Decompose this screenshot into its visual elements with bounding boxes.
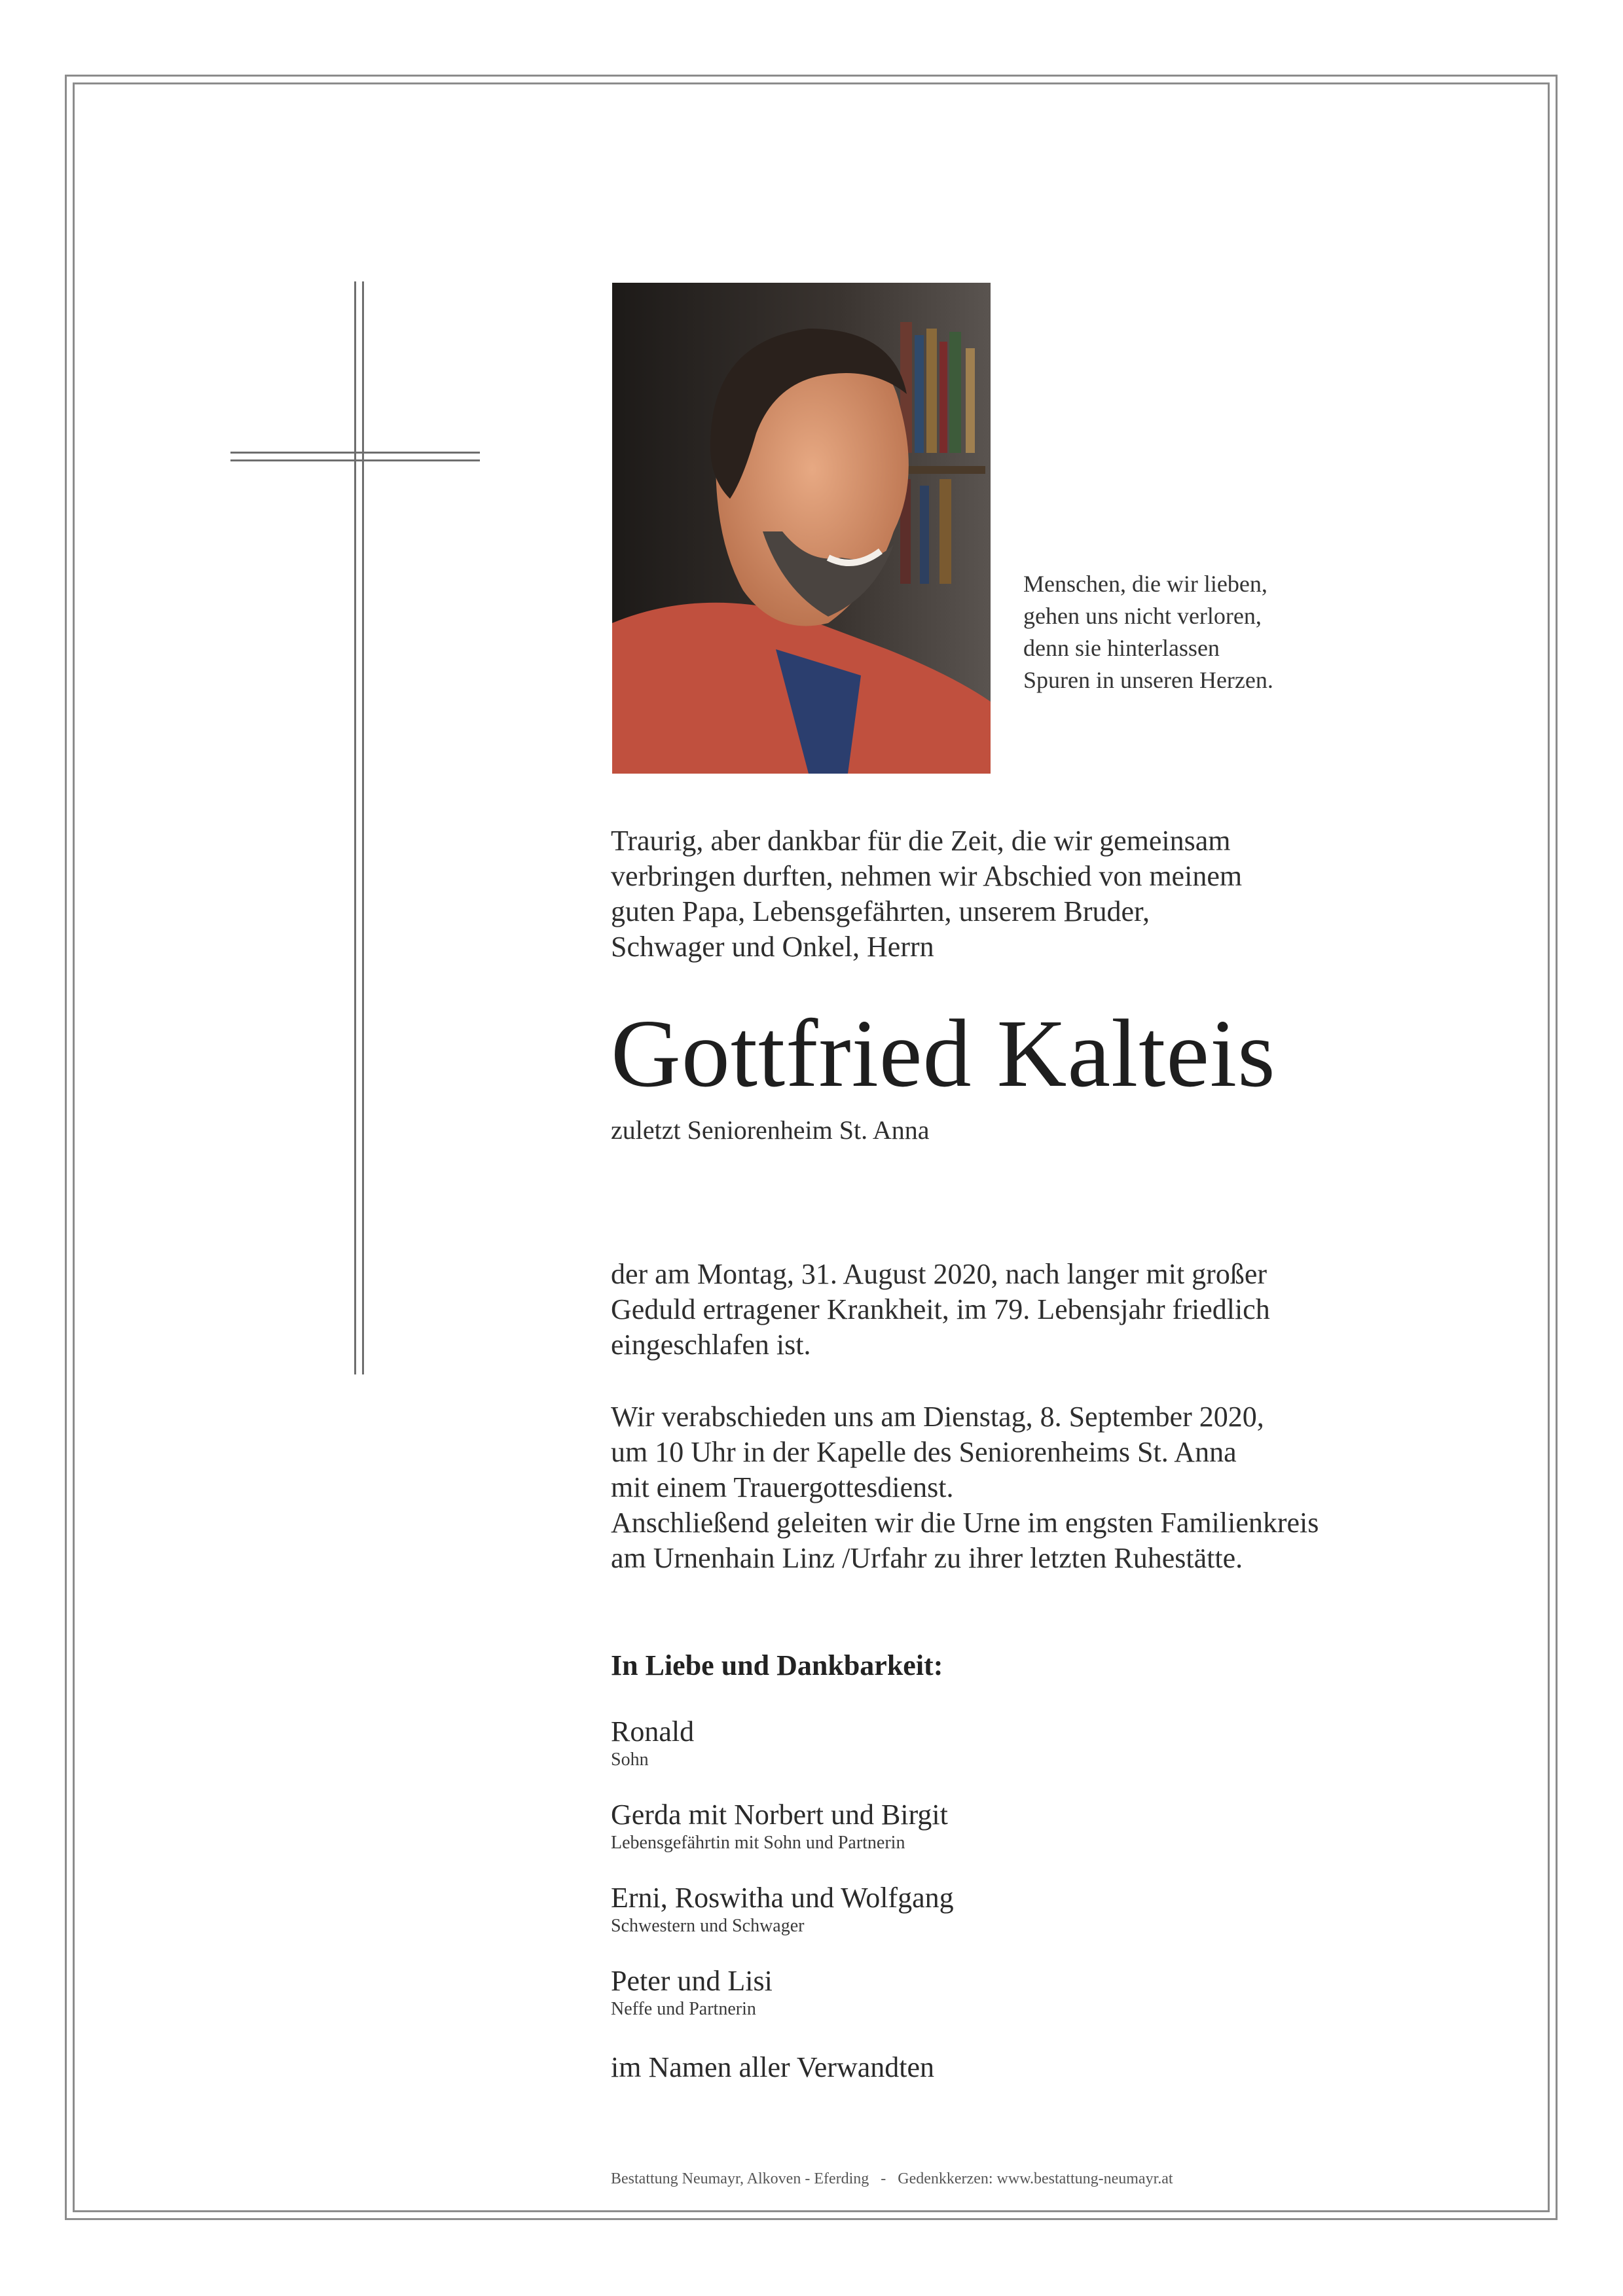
cross-vertical-line <box>362 281 364 1374</box>
intro-line: Traurig, aber dankbar für die Zeit, die wir gemeinsam <box>611 825 1231 857</box>
intro-line: guten Papa, Lebensgefährten, unserem Bruder, <box>611 895 1150 927</box>
funeral-details <box>611 1399 1429 1576</box>
mourner-name: Peter und Lisi <box>611 1965 773 1997</box>
funeral-line: Wir verabschieden uns am Dienstag, 8. September 2020, <box>611 1401 1264 1433</box>
quote-line: Spuren in unseren Herzen. <box>1023 667 1273 693</box>
intro-line: Schwager und Onkel, Herrn <box>611 931 934 963</box>
closing-heading: In Liebe und Dankbarkeit: <box>611 1649 943 1681</box>
mourner-relation: Neffe und Partnerin <box>611 1999 756 2019</box>
cross-vertical-line <box>354 281 356 1374</box>
funeral-line: Anschließend geleiten wir die Urne im engsten Familienkreis <box>611 1507 1319 1539</box>
funeral-line: am Urnenhain Linz /Urfahr zu ihrer letzten Ruhestätte. <box>611 1542 1243 1574</box>
quote-line: Menschen, die wir lieben, <box>1023 571 1267 597</box>
quote-line: denn sie hinterlassen <box>1023 635 1220 661</box>
funeral-line: um 10 Uhr in der Kapelle des Seniorenheims St. Anna <box>611 1436 1237 1468</box>
deceased-name: Gottfried Kalteis <box>611 1000 1276 1107</box>
mourner-name: Ronald <box>611 1715 695 1748</box>
footer-credit: Bestattung Neumayr, Alkoven - Eferding - Gedenkkerzen: www.bestattung-neumayr.at <box>611 2170 1173 2187</box>
funeral-line: mit einem Trauergottesdienst. <box>611 1471 954 1503</box>
portrait-photo-icon <box>612 283 991 774</box>
signoff: im Namen aller Verwandten <box>611 2051 935 2083</box>
quote-line: gehen uns nicht verloren, <box>1023 603 1262 629</box>
mourner-entry <box>611 1964 773 2020</box>
deceased-residence: zuletzt Seniorenheim St. Anna <box>611 1115 930 1145</box>
mourner-entry <box>611 1798 948 1854</box>
intro-line: verbringen durften, nehmen wir Abschied von meinem <box>611 860 1243 892</box>
cross-horizontal-line <box>230 459 480 461</box>
death-notice <box>611 1257 1429 1363</box>
intro-text <box>611 823 1429 965</box>
mourner-name: Gerda mit Norbert und Birgit <box>611 1799 948 1831</box>
mourner-relation: Sohn <box>611 1749 649 1770</box>
mourner-entry <box>611 1881 954 1937</box>
mourner-name: Erni, Roswitha und Wolfgang <box>611 1882 954 1914</box>
memorial-quote <box>1023 568 1390 696</box>
mourner-entry <box>611 1715 694 1771</box>
mourner-relation: Lebensgefährtin mit Sohn und Partnerin <box>611 1833 905 1853</box>
cross-horizontal-line <box>230 452 480 454</box>
death-line: Geduld ertragener Krankheit, im 79. Lebensjahr friedlich <box>611 1293 1270 1325</box>
death-line: eingeschlafen ist. <box>611 1329 811 1361</box>
portrait-photo <box>612 283 991 774</box>
death-line: der am Montag, 31. August 2020, nach langer mit großer <box>611 1258 1267 1290</box>
mourner-relation: Schwestern und Schwager <box>611 1916 805 1936</box>
